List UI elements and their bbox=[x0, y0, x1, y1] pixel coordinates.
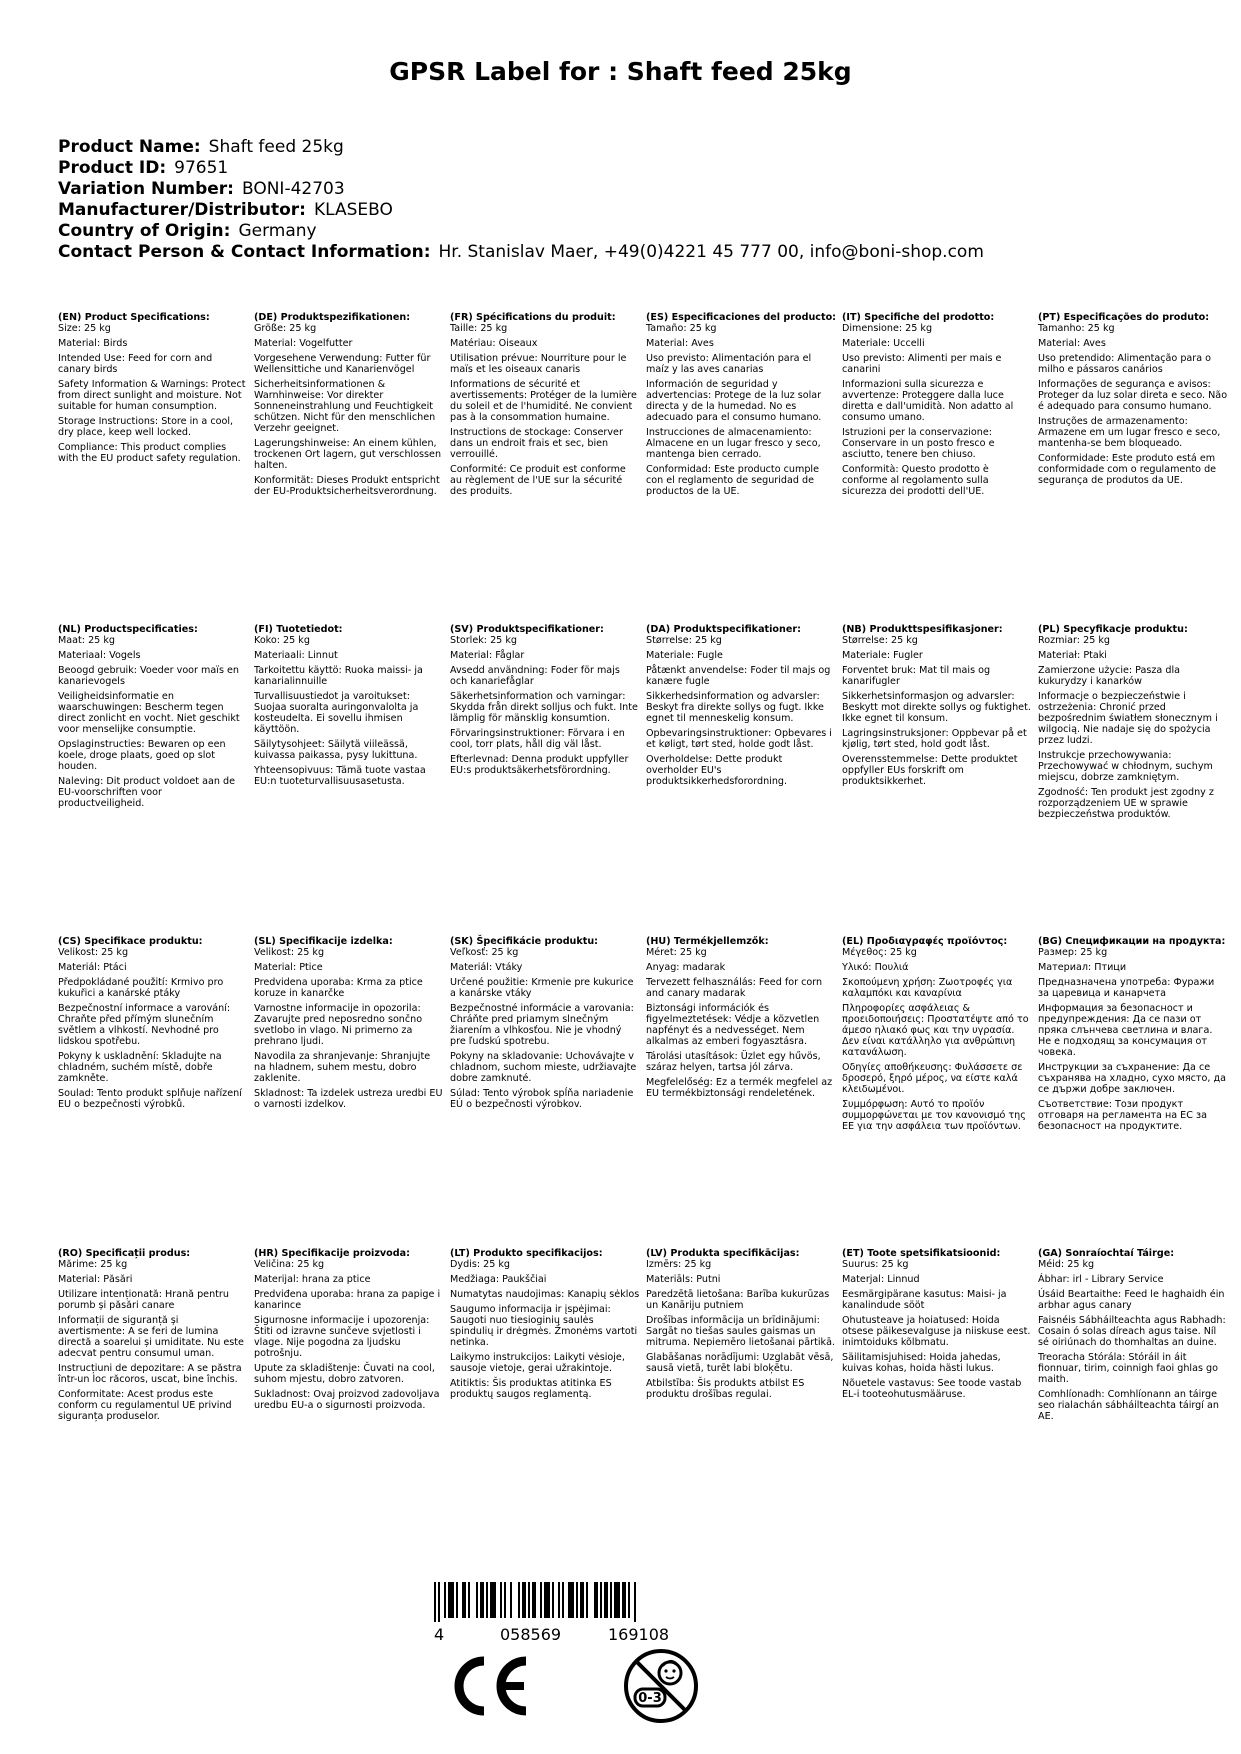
spec-line: Istruzioni per la conservazione: Conservare in un posto fresco e asciutto, tenere ben chiuso. bbox=[842, 427, 995, 460]
spec-line: Suurus: 25 kg bbox=[842, 1259, 909, 1270]
barcode-bar bbox=[434, 1582, 436, 1622]
contact-value: Hr. Stanislav Maer, +49(0)4221 45 777 00, info@boni-shop.com bbox=[438, 242, 984, 262]
spec-line: Overensstemmelse: Dette produktet oppfyller EUs forskrift om produktsikkerhet. bbox=[842, 754, 1018, 787]
language-heading: (FR) Spécifications du produit: bbox=[450, 312, 616, 323]
language-block bbox=[1038, 312, 1228, 490]
language-heading: (BG) Спецификации на продукта: bbox=[1038, 936, 1226, 947]
contact-label: Contact Person & Contact Information: bbox=[58, 242, 431, 262]
barcode-bar bbox=[448, 1582, 454, 1618]
spec-line: Utilisation prévue: Nourriture pour le maïs et les oiseaux canaris bbox=[450, 353, 627, 375]
spec-line: Material: Păsări bbox=[58, 1274, 133, 1285]
spec-line: Sikkerhetsinformasjon og advarsler: Beskytt mot direkte sollys og fuktighet. Ikke egnet til konsum. bbox=[842, 691, 1031, 724]
spec-line: Størrelse: 25 kg bbox=[842, 635, 918, 646]
spec-line: Tervezett felhasználás: Feed for corn and canary madarak bbox=[646, 977, 823, 999]
spec-line: Navodila za shranjevanje: Shranjujte na hladnem, suhem mestu, dobro zaklenite. bbox=[254, 1051, 431, 1084]
not-for-children-0-3-icon bbox=[622, 1647, 700, 1729]
spec-line: Predvidena uporaba: Krma za ptice koruze in kanarčke bbox=[254, 977, 423, 999]
barcode-bar bbox=[594, 1582, 598, 1618]
spec-line: Turvallisuustiedot ja varoitukset: Suojaa suoralta auringonvalolta ja kosteudelta. Ei sovellu ihmisen käyttöön. bbox=[254, 691, 419, 735]
language-heading: (FI) Tuotetiedot: bbox=[254, 624, 343, 635]
barcode-bar bbox=[610, 1582, 612, 1618]
spec-line: Méid: 25 kg bbox=[1038, 1259, 1095, 1270]
language-block bbox=[842, 936, 1032, 1136]
spec-line: Forventet bruk: Mat til mais og kanarifugler bbox=[842, 665, 991, 687]
spec-line: Mărime: 25 kg bbox=[58, 1259, 128, 1270]
language-heading: (HU) Termékjellemzők: bbox=[646, 936, 769, 947]
spec-line: Pokyny na skladovanie: Uchovávajte v chladnom, suchom mieste, udržiavajte dobre zamknuté. bbox=[450, 1051, 637, 1084]
spec-line: Atbilstība: Šis produkts atbilst ES produktu drošības regulai. bbox=[646, 1378, 805, 1400]
spec-line: Informações de segurança e avisos: Proteger da luz solar direta e seco. Não é adequado para consumo humano. bbox=[1038, 379, 1228, 412]
spec-line: Размер: 25 kg bbox=[1038, 947, 1108, 958]
language-block bbox=[58, 624, 248, 813]
country-of-origin-value: Germany bbox=[238, 221, 317, 241]
spec-line: Οδηγίες αποθήκευσης: Φυλάσσετε σε δροσερό, ξηρό μέρος, να είστε καλά κλειδωμένοι. bbox=[842, 1062, 1023, 1095]
spec-line: Veľkosť: 25 kg bbox=[450, 947, 519, 958]
spec-line: Påtænkt anvendelse: Foder til majs og kanære fugle bbox=[646, 665, 831, 687]
spec-line: Bezpečnostné informácie a varovania: Chráňte pred priamym slnečným žiarením a vlhkosťou. Nie je vhodný pre ľudskú spotrebu. bbox=[450, 1003, 634, 1047]
spec-line: Instrucțiuni de depozitare: A se păstra într-un loc răcoros, uscat, bine închis. bbox=[58, 1363, 242, 1385]
spec-line: Zamierzone użycie: Pasza dla kukurydzy i kanarków bbox=[1038, 665, 1180, 687]
spec-line: Glabāšanas norādījumi: Uzglabāt vēsā, sausā vietā, turēt labi bloķētu. bbox=[646, 1352, 834, 1374]
spec-line: Materijal: hrana za ptice bbox=[254, 1274, 371, 1285]
country-of-origin-label: Country of Origin: bbox=[58, 221, 231, 241]
spec-line: Faisnéis Sábháilteachta agus Rabhadh: Cosain ó solas díreach agus taise. Níl sé oiriúnach do thomhaltas an duine. bbox=[1038, 1315, 1226, 1348]
spec-line: Material: Birds bbox=[58, 338, 128, 349]
spec-line: Materiál: Vtáky bbox=[450, 962, 523, 973]
spec-line: Instrukcje przechowywania: Przechowywać w chłodnym, suchym miejscu, dobrze zamkniętym. bbox=[1038, 750, 1213, 783]
spec-line: Förvaringsinstruktioner: Förvara i en cool, torr plats, håll dig väl låst. bbox=[450, 728, 625, 750]
spec-line: Taille: 25 kg bbox=[450, 323, 508, 334]
barcode-bar bbox=[528, 1582, 530, 1618]
spec-line: Beoogd gebruik: Voeder voor maïs en kanarievogels bbox=[58, 665, 239, 687]
barcode-bar bbox=[438, 1582, 440, 1622]
spec-line: Σκοπούμενη χρήση: Ζωοτροφές για καλαμπόκι και καναρίνια bbox=[842, 977, 1013, 999]
spec-line: Koko: 25 kg bbox=[254, 635, 310, 646]
spec-line: Pokyny k uskladnění: Skladujte na chladném, suchém místě, dobře zamkněte. bbox=[58, 1051, 222, 1084]
spec-line: Izmērs: 25 kg bbox=[646, 1259, 712, 1270]
spec-line: Zgodność: Ten produkt jest zgodny z rozporządzeniem UE w sprawie bezpieczeństwa produktów. bbox=[1038, 787, 1214, 820]
variation-number-label: Variation Number: bbox=[58, 179, 234, 199]
spec-line: Material: Ptice bbox=[254, 962, 323, 973]
language-block bbox=[646, 1248, 836, 1404]
language-block bbox=[646, 312, 836, 501]
spec-line: Varnostne informacije in opozorila: Zavarujte pred neposredno sončno svetlobo in vlago. Ni primerno za prehrano ljudi. bbox=[254, 1003, 423, 1047]
spec-line: Opbevaringsinstruktioner: Opbevares i et køligt, tørt sted, holde godt låst. bbox=[646, 728, 832, 750]
spec-line: Veličina: 25 kg bbox=[254, 1259, 325, 1270]
barcode-bar bbox=[552, 1582, 554, 1618]
spec-line: Μέγεθος: 25 kg bbox=[842, 947, 917, 958]
language-heading: (IT) Specifiche del prodotto: bbox=[842, 312, 995, 323]
language-block bbox=[842, 624, 1032, 791]
language-heading: (ET) Toote spetsifikatsioonid: bbox=[842, 1248, 1001, 1259]
language-heading: (LV) Produkta specifikācijas: bbox=[646, 1248, 800, 1259]
spec-line: Efterlevnad: Denna produkt uppfyller EU:s produktsäkerhetsförordning. bbox=[450, 754, 629, 776]
spec-line: Drošības informācija un brīdinājumi: Sargāt no tiešas saules gaismas un mitruma. Nepiemēro lietošanai pārtikā. bbox=[646, 1315, 835, 1348]
barcode-bar bbox=[444, 1582, 446, 1618]
spec-line: Méret: 25 kg bbox=[646, 947, 707, 958]
barcode-bar bbox=[628, 1582, 630, 1618]
language-heading: (GA) Sonraíochtaí Táirge: bbox=[1038, 1248, 1175, 1259]
spec-line: Storlek: 25 kg bbox=[450, 635, 517, 646]
spec-line: Anyag: madarak bbox=[646, 962, 726, 973]
spec-line: Informazioni sulla sicurezza e avvertenze: Proteggere dalla luce diretta e dall'umidità. Non adatto al consumo umano. bbox=[842, 379, 1014, 423]
spec-line: Material: Vogelfutter bbox=[254, 338, 353, 349]
product-info bbox=[58, 137, 984, 263]
language-heading: (CS) Specifikace produktu: bbox=[58, 936, 203, 947]
spec-line: Tamanho: 25 kg bbox=[1038, 323, 1115, 334]
barcode-bar bbox=[456, 1582, 458, 1618]
spec-line: Storage Instructions: Store in a cool, dry place, keep well locked. bbox=[58, 416, 234, 438]
spec-line: Informații de siguranță și avertismente: A se feri de lumina directă a soarelui și umiditate. Nu este adecvat pentru consumul uman. bbox=[58, 1315, 244, 1359]
spec-line: Tárolási utasítások: Üzlet egy hűvös, száraz helyen, tartsa jól zárva. bbox=[646, 1051, 821, 1073]
barcode-bar bbox=[468, 1582, 470, 1618]
spec-line: Tarkoitettu käyttö: Ruoka maissi- ja kanarialinnuille bbox=[254, 665, 423, 687]
spec-line: Eesmärgipärane kasutus: Maisi- ja kanalindude sööt bbox=[842, 1289, 1007, 1311]
spec-line: Size: 25 kg bbox=[58, 323, 111, 334]
spec-line: Material: Fåglar bbox=[450, 650, 525, 661]
spec-line: Předpokládané použití: Krmivo pro kukuřici a kanárské ptáky bbox=[58, 977, 224, 999]
spec-line: Compliance: This product complies with the EU product safety regulation. bbox=[58, 442, 241, 464]
barcode-bar bbox=[576, 1582, 578, 1618]
spec-line: Konformität: Dieses Produkt entspricht der EU-Produktsicherheitsverordnung. bbox=[254, 475, 440, 497]
language-block bbox=[58, 312, 248, 468]
spec-line: Safety Information & Warnings: Protect from direct sunlight and moisture. Not suitable for human consumption. bbox=[58, 379, 246, 412]
spec-line: Opslaginstructies: Bewaren op een koele, droge plaats, goed op slot houden. bbox=[58, 739, 226, 772]
spec-line: Atitiktis: Šis produktas atitinka ES produktų saugos reglamentą. bbox=[450, 1378, 612, 1400]
barcode-bar bbox=[476, 1582, 478, 1618]
barcode-bar bbox=[518, 1582, 520, 1618]
spec-line: Conformité: Ce produit est conforme au règlement de l'UE sur la sécurité des produits. bbox=[450, 464, 626, 497]
barcode-digit-group-2: 058569 bbox=[500, 1625, 562, 1644]
language-heading: (PL) Specyfikacje produktu: bbox=[1038, 624, 1188, 635]
language-heading: (NB) Produkttspesifikasjoner: bbox=[842, 624, 1003, 635]
spec-line: Conformitate: Acest produs este conform cu regulamentul UE privind siguranța produselor. bbox=[58, 1389, 232, 1422]
language-block bbox=[58, 936, 248, 1114]
spec-line: Ábhar: irl - Library Service bbox=[1038, 1274, 1164, 1285]
language-block bbox=[450, 1248, 640, 1404]
page-title: GPSR Label for : Shaft feed 25kg bbox=[389, 57, 852, 86]
spec-line: Utilizare intenționată: Hrană pentru porumb și păsări canare bbox=[58, 1289, 229, 1311]
barcode-bar bbox=[540, 1582, 542, 1618]
ce-mark-icon bbox=[450, 1655, 532, 1721]
language-block bbox=[254, 312, 444, 501]
spec-line: Numatytas naudojimas: Kanapių sėklos bbox=[450, 1289, 640, 1300]
spec-line: Material: Aves bbox=[1038, 338, 1106, 349]
language-block bbox=[254, 1248, 444, 1415]
spec-line: Overholdelse: Dette produkt overholder EU's produktsikkerhedsforordning. bbox=[646, 754, 788, 787]
spec-line: Sicherheitsinformationen & Warnhinweise: Vor direkter Sonneneinstrahlung und Feuchtigkeit schützen. Nicht für den menschlichen Verzehr geeignet. bbox=[254, 379, 436, 434]
language-block bbox=[450, 624, 640, 780]
spec-line: Comhlíonadh: Comhlíonann an táirge seo rialachán sábháilteachta táirgí an AE. bbox=[1038, 1389, 1219, 1422]
spec-line: Størrelse: 25 kg bbox=[646, 635, 722, 646]
spec-line: Maat: 25 kg bbox=[58, 635, 115, 646]
language-heading: (SV) Produktspecifikationer: bbox=[450, 624, 604, 635]
spec-line: Uso previsto: Alimenti per mais e canarini bbox=[842, 353, 1002, 375]
spec-line: Určené použitie: Krmenie pre kukurice a kanárske vtáky bbox=[450, 977, 634, 999]
spec-line: Súlad: Tento výrobok spĺňa nariadenie EÚ o bezpečnosti výrobkov. bbox=[450, 1088, 634, 1110]
language-heading: (EL) Προδιαγραφές προϊόντος: bbox=[842, 936, 1008, 947]
manufacturer-value: KLASEBO bbox=[313, 200, 393, 220]
language-block bbox=[450, 936, 640, 1114]
product-id-row bbox=[58, 158, 984, 179]
language-heading: (LT) Produkto specifikacijos: bbox=[450, 1248, 603, 1259]
barcode-bar bbox=[600, 1582, 602, 1618]
spec-line: Úsáid Beartaithe: Feed le haghaidh éin arbhar agus canary bbox=[1038, 1289, 1225, 1311]
barcode-bar bbox=[604, 1582, 608, 1618]
language-heading: (EN) Product Specifications: bbox=[58, 312, 210, 323]
language-block bbox=[254, 624, 444, 791]
product-name-row bbox=[58, 137, 984, 158]
barcode-bar bbox=[634, 1582, 636, 1622]
barcode-bar bbox=[558, 1582, 560, 1618]
barcode-bars-icon bbox=[434, 1582, 734, 1622]
language-heading: (SK) Špecifikácie produktu: bbox=[450, 936, 599, 947]
language-heading: (HR) Specifikacije proizvoda: bbox=[254, 1248, 410, 1259]
language-block bbox=[842, 312, 1032, 501]
spec-line: Vorgesehene Verwendung: Futter für Wellensittiche und Kanarienvögel bbox=[254, 353, 431, 375]
spec-line: Säkerhetsinformation och varningar: Skydda från direkt solljus och fukt. Inte lämplig för mänsklig konsumtion. bbox=[450, 691, 638, 724]
spec-line: Информация за безопасност и предупреждения: Да се пази от пряка слънчева светлина и влага. Не е подходящ за консумация от човека. bbox=[1038, 1003, 1213, 1058]
spec-line: Ohutusteave ja hoiatused: Hoida otsese päikesevalguse ja niiskuse eest. inimtoiduks kõlbmatu. bbox=[842, 1315, 1031, 1348]
barcode-bar bbox=[490, 1582, 496, 1618]
spec-line: Informations de sécurité et avertissements: Protéger de la lumière du soleil et de l'humidité. Ne convient pas à la consommation humaine. bbox=[450, 379, 637, 423]
spec-line: Biztonsági információk és figyelmeztetések: Védje a közvetlen napfényt és a nedvességet. Nem alkalmas az emberi fogyasztásra. bbox=[646, 1003, 820, 1047]
product-name-value: Shaft feed 25kg bbox=[208, 137, 344, 157]
spec-line: Medžiaga: Paukščiai bbox=[450, 1274, 547, 1285]
spec-line: Upute za skladištenje: Čuvati na cool, suhom mjestu, dobro zatvoren. bbox=[254, 1363, 435, 1385]
barcode-bar bbox=[544, 1582, 550, 1618]
spec-line: Materiał: Ptaki bbox=[1038, 650, 1107, 661]
spec-line: Dimensione: 25 kg bbox=[842, 323, 933, 334]
spec-line: Laikymo instrukcijos: Laikyti vėsioje, sausoje vietoje, gerai užrakintoje. bbox=[450, 1352, 625, 1374]
spec-line: Sukladnost: Ovaj proizvod zadovoljava uredbu EU-a o sigurnosti proizvoda. bbox=[254, 1389, 440, 1411]
barcode-bar bbox=[522, 1582, 526, 1618]
spec-line: Materiale: Fugle bbox=[646, 650, 723, 661]
spec-line: Bezpečnostní informace a varování: Chraňte před přímým slunečním světlem a vlhkostí. Nevhodné pro lidskou spotřebu. bbox=[58, 1003, 231, 1047]
product-name-label: Product Name: bbox=[58, 137, 201, 157]
spec-line: Predviđena uporaba: hrana za papige i kanarince bbox=[254, 1289, 441, 1311]
language-heading: (SL) Specifikacije izdelka: bbox=[254, 936, 393, 947]
barcode-bar bbox=[462, 1582, 466, 1618]
spec-line: Инструкции за съхранение: Да се съхранява на хладно, сухо място, да се държи добре заключен. bbox=[1038, 1062, 1226, 1095]
barcode-bar bbox=[568, 1582, 574, 1618]
age-range-label: 0-3 bbox=[638, 1691, 662, 1706]
spec-line: Materiāls: Putni bbox=[646, 1274, 721, 1285]
spec-line: Nõuetele vastavus: See toode vastab EL-i tooteohutusmääruse. bbox=[842, 1378, 1022, 1400]
language-block bbox=[646, 936, 836, 1103]
spec-line: Materiale: Uccelli bbox=[842, 338, 925, 349]
language-block bbox=[646, 624, 836, 791]
language-block bbox=[254, 936, 444, 1114]
spec-line: Materiál: Ptáci bbox=[58, 962, 127, 973]
spec-line: Soulad: Tento produkt splňuje nařízení EU o bezpečnosti výrobků. bbox=[58, 1088, 242, 1110]
spec-line: Съответствие: Този продукт отговаря на регламента на ЕС за безопасност на продуктите. bbox=[1038, 1099, 1207, 1132]
spec-line: Material: Aves bbox=[646, 338, 714, 349]
barcode-bar bbox=[504, 1582, 506, 1618]
language-heading: (DE) Produktspezifikationen: bbox=[254, 312, 411, 323]
variation-number-row bbox=[58, 179, 984, 200]
spec-line: Uso pretendido: Alimentação para o milho e pássaros canários bbox=[1038, 353, 1212, 375]
barcode-digit-group-3: 169108 bbox=[608, 1625, 670, 1644]
language-block bbox=[1038, 1248, 1228, 1426]
spec-line: Conformità: Questo prodotto è conforme al regolamento sulla sicurezza dei prodotti dell'UE. bbox=[842, 464, 989, 497]
spec-line: Informacje o bezpieczeństwie i ostrzeżenia: Chronić przed bezpośrednim światłem słonecznym i wilgocią. Nie nadaje się do spożycia przez ludzi. bbox=[1038, 691, 1218, 746]
language-block bbox=[1038, 936, 1228, 1136]
barcode-bar bbox=[622, 1582, 626, 1618]
spec-line: Größe: 25 kg bbox=[254, 323, 317, 334]
spec-line: Sikkerhedsinformation og advarsler: Beskyt fra direkte sollys og fugt. Ikke egnet til menneskelig konsum. bbox=[646, 691, 824, 724]
spec-line: Velikost: 25 kg bbox=[58, 947, 129, 958]
spec-line: Συμμόρφωση: Αυτό το προϊόν συμμορφώνεται με τον κανονισμό της ΕΕ για την ασφάλεια των προϊόντων. bbox=[842, 1099, 1026, 1132]
spec-line: Conformidade: Este produto está em conformidade com o regulamento de segurança de produtos da UE. bbox=[1038, 453, 1217, 486]
spec-line: Instructions de stockage: Conserver dans un endroit frais et sec, bien verrouillé. bbox=[450, 427, 623, 460]
spec-line: Tamaño: 25 kg bbox=[646, 323, 717, 334]
spec-line: Velikost: 25 kg bbox=[254, 947, 325, 958]
country-of-origin-row bbox=[58, 221, 984, 242]
barcode-bar bbox=[500, 1582, 502, 1618]
contact-row bbox=[58, 242, 984, 263]
product-id-label: Product ID: bbox=[58, 158, 167, 178]
barcode-bar bbox=[580, 1582, 584, 1618]
manufacturer-label: Manufacturer/Distributor: bbox=[58, 200, 306, 220]
spec-line: Instrucciones de almacenamiento: Almacene en un lugar fresco y seco, mantenga bien cerrado. bbox=[646, 427, 821, 460]
spec-line: Sigurnosne informacije i upozorenja: Štiti od izravne sunčeve svjetlosti i vlage. Nije pogodna za ljudsku potrošnju. bbox=[254, 1315, 430, 1359]
spec-line: Материал: Птици bbox=[1038, 962, 1127, 973]
spec-line: Avsedd användning: Foder för majs och kanariefåglar bbox=[450, 665, 620, 687]
spec-line: Lagerungshinweise: An einem kühlen, trockenen Ort lagern, gut verschlossen halten. bbox=[254, 438, 442, 471]
language-block bbox=[58, 1248, 248, 1426]
language-heading: (RO) Specificații produs: bbox=[58, 1248, 191, 1259]
spec-line: Uso previsto: Alimentación para el maíz y las aves canarias bbox=[646, 353, 812, 375]
spec-line: Υλικό: Πουλιά bbox=[842, 962, 909, 973]
product-id-value: 97651 bbox=[174, 158, 229, 178]
barcode-bar bbox=[532, 1582, 536, 1618]
language-block bbox=[1038, 624, 1228, 824]
spec-line: Matériau: Oiseaux bbox=[450, 338, 538, 349]
variation-number-value: BONI-42703 bbox=[241, 179, 345, 199]
spec-line: Materiaal: Vogels bbox=[58, 650, 141, 661]
spec-line: Conformidad: Este producto cumple con el reglamento de seguridad de productos de la UE. bbox=[646, 464, 819, 497]
language-heading: (NL) Productspecificaties: bbox=[58, 624, 198, 635]
spec-line: Предназначена употреба: Фуражи за царевица и канарчета bbox=[1038, 977, 1215, 999]
spec-line: Säilitamisjuhised: Hoida jahedas, kuivas kohas, hoida hästi lukus. bbox=[842, 1352, 1001, 1374]
spec-line: Πληροφορίες ασφάλειας & προειδοποιήσεις: Προστατέψτε από το άμεσο ηλιακό φως και την υγρασία. Δεν είναι κατάλληλο για ανθρώπινη κατανάλωση. bbox=[842, 1003, 1029, 1058]
barcode-bar bbox=[480, 1582, 484, 1618]
barcode-digit-1: 4 bbox=[434, 1625, 445, 1644]
spec-line: Materjal: Linnud bbox=[842, 1274, 920, 1285]
spec-line: Paredzētā lietošana: Barība kukurūzas un Kanāriju putniem bbox=[646, 1289, 830, 1311]
language-heading: (PT) Especificações do produto: bbox=[1038, 312, 1210, 323]
barcode-bar bbox=[510, 1582, 512, 1618]
barcode-bar bbox=[486, 1582, 488, 1618]
barcode bbox=[434, 1582, 734, 1622]
barcode-bar bbox=[562, 1582, 564, 1618]
spec-line: Instruções de armazenamento: Armazene em um lugar fresco e seco, mantenha-se bem bloqueado. bbox=[1038, 416, 1221, 449]
barcode-bar bbox=[614, 1582, 620, 1618]
spec-line: Veiligheidsinformatie en waarschuwingen: Bescherm tegen direct zonlicht en vocht. Niet geschikt voor menselijke consumptie. bbox=[58, 691, 240, 735]
spec-line: Lagringsinstruksjoner: Oppbevar på et kjølig, tørt sted, hold godt låst. bbox=[842, 728, 1027, 750]
spec-line: Información de seguridad y advertencias: Protege de la luz solar directa y de la humedad. No es adecuado para el consumo humano. bbox=[646, 379, 822, 423]
spec-line: Säilytysohjeet: Säilytä viileässä, kuivassa paikassa, pysy lukittuna. bbox=[254, 739, 418, 761]
spec-line: Dydis: 25 kg bbox=[450, 1259, 511, 1270]
language-heading: (DA) Produktspecifikationer: bbox=[646, 624, 801, 635]
spec-line: Treoracha Stórála: Stóráil in áit fionnuar, tirim, coinnigh faoi ghlas go maith. bbox=[1038, 1352, 1218, 1385]
spec-line: Intended Use: Feed for corn and canary birds bbox=[58, 353, 213, 375]
language-block bbox=[450, 312, 640, 501]
manufacturer-row bbox=[58, 200, 984, 221]
spec-line: Rozmiar: 25 kg bbox=[1038, 635, 1110, 646]
language-heading: (ES) Especificaciones del producto: bbox=[646, 312, 837, 323]
barcode-bar bbox=[586, 1582, 588, 1618]
spec-line: Materiaali: Linnut bbox=[254, 650, 338, 661]
spec-line: Saugumo informacija ir įspėjimai: Saugoti nuo tiesioginių saulės spindulių ir drėgmės. Žmonėms vartoti netinka. bbox=[450, 1304, 638, 1348]
spec-line: Skladnost: Ta izdelek ustreza uredbi EU o varnosti izdelkov. bbox=[254, 1088, 443, 1110]
spec-line: Naleving: Dit product voldoet aan de EU-voorschriften voor productveiligheid. bbox=[58, 776, 235, 809]
spec-line: Materiale: Fugler bbox=[842, 650, 923, 661]
spec-line: Megfelelőség: Ez a termék megfelel az EU termékbiztonsági rendeletének. bbox=[646, 1077, 833, 1099]
language-block bbox=[842, 1248, 1032, 1404]
spec-line: Yhteensopivuus: Tämä tuote vastaa EU:n tuoteturvallisuusasetusta. bbox=[254, 765, 426, 787]
